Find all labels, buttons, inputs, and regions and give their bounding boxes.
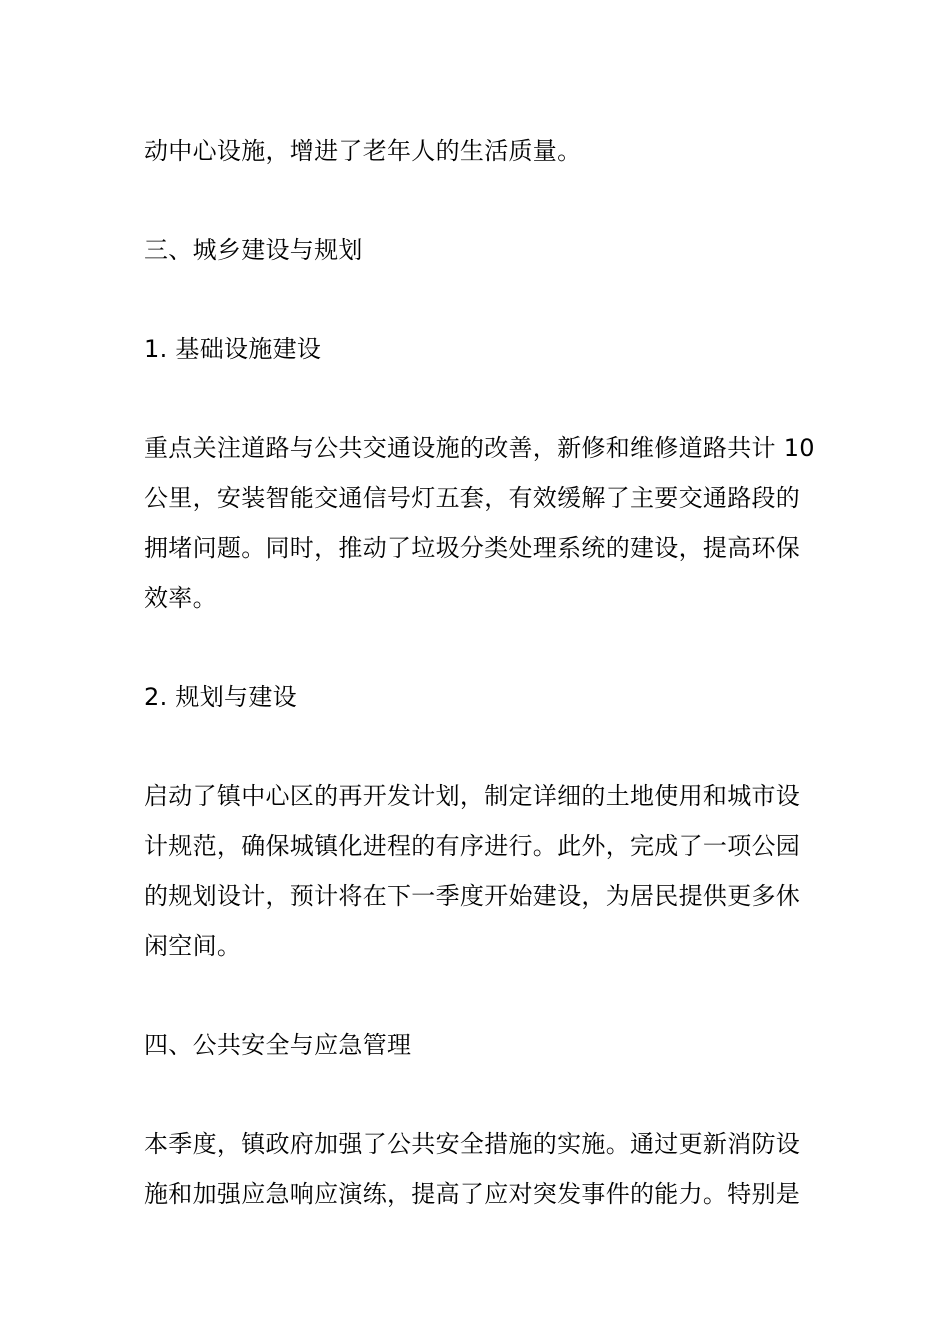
text-line: 效率。: [144, 584, 217, 612]
paragraph-gap: [144, 275, 808, 324]
paragraph-gap: [144, 1070, 808, 1119]
heading-text: 三、城乡建设与规划: [144, 236, 363, 264]
paragraph-planning: [144, 771, 808, 971]
paragraph-gap: [144, 374, 808, 423]
heading-text: 四、公共安全与应急管理: [144, 1031, 412, 1059]
paragraph-continuation: [144, 126, 808, 176]
text-line: 动中心设施，增进了老年人的生活质量。: [144, 137, 582, 165]
subheading-text: 2. 规划与建设: [144, 683, 297, 711]
text-line: 施和加强应急响应演练，提高了应对突发事件的能力。特别是: [144, 1180, 801, 1208]
text-line: 启动了镇中心区的再开发计划，制定详细的土地使用和城市设: [144, 782, 801, 810]
paragraph-gap: [144, 971, 808, 1020]
subheading-planning: [144, 672, 808, 722]
text-line: 计规范，确保城镇化进程的有序进行。此外，完成了一项公园: [144, 832, 801, 860]
paragraph-public-safety: [144, 1119, 808, 1219]
text-line: 闲空间。: [144, 932, 242, 960]
text-line: 重点关注道路与公共交通设施的改善，新修和维修道路共计 10: [144, 434, 815, 462]
subheading-infrastructure: [144, 324, 808, 374]
section-heading-3: [144, 225, 808, 275]
text-line: 公里，安装智能交通信号灯五套，有效缓解了主要交通路段的: [144, 484, 801, 512]
text-line: 拥堵问题。同时，推动了垃圾分类处理系统的建设，提高环保: [144, 534, 801, 562]
paragraph-gap: [144, 176, 808, 225]
text-line: 本季度，镇政府加强了公共安全措施的实施。通过更新消防设: [144, 1130, 801, 1158]
section-heading-4: [144, 1020, 808, 1070]
paragraph-gap: [144, 722, 808, 771]
document-page: [144, 126, 815, 1219]
paragraph-infrastructure: [144, 423, 815, 623]
subheading-text: 1. 基础设施建设: [144, 335, 322, 363]
text-line: 的规划设计，预计将在下一季度开始建设，为居民提供更多休: [144, 882, 801, 910]
paragraph-gap: [144, 623, 808, 672]
